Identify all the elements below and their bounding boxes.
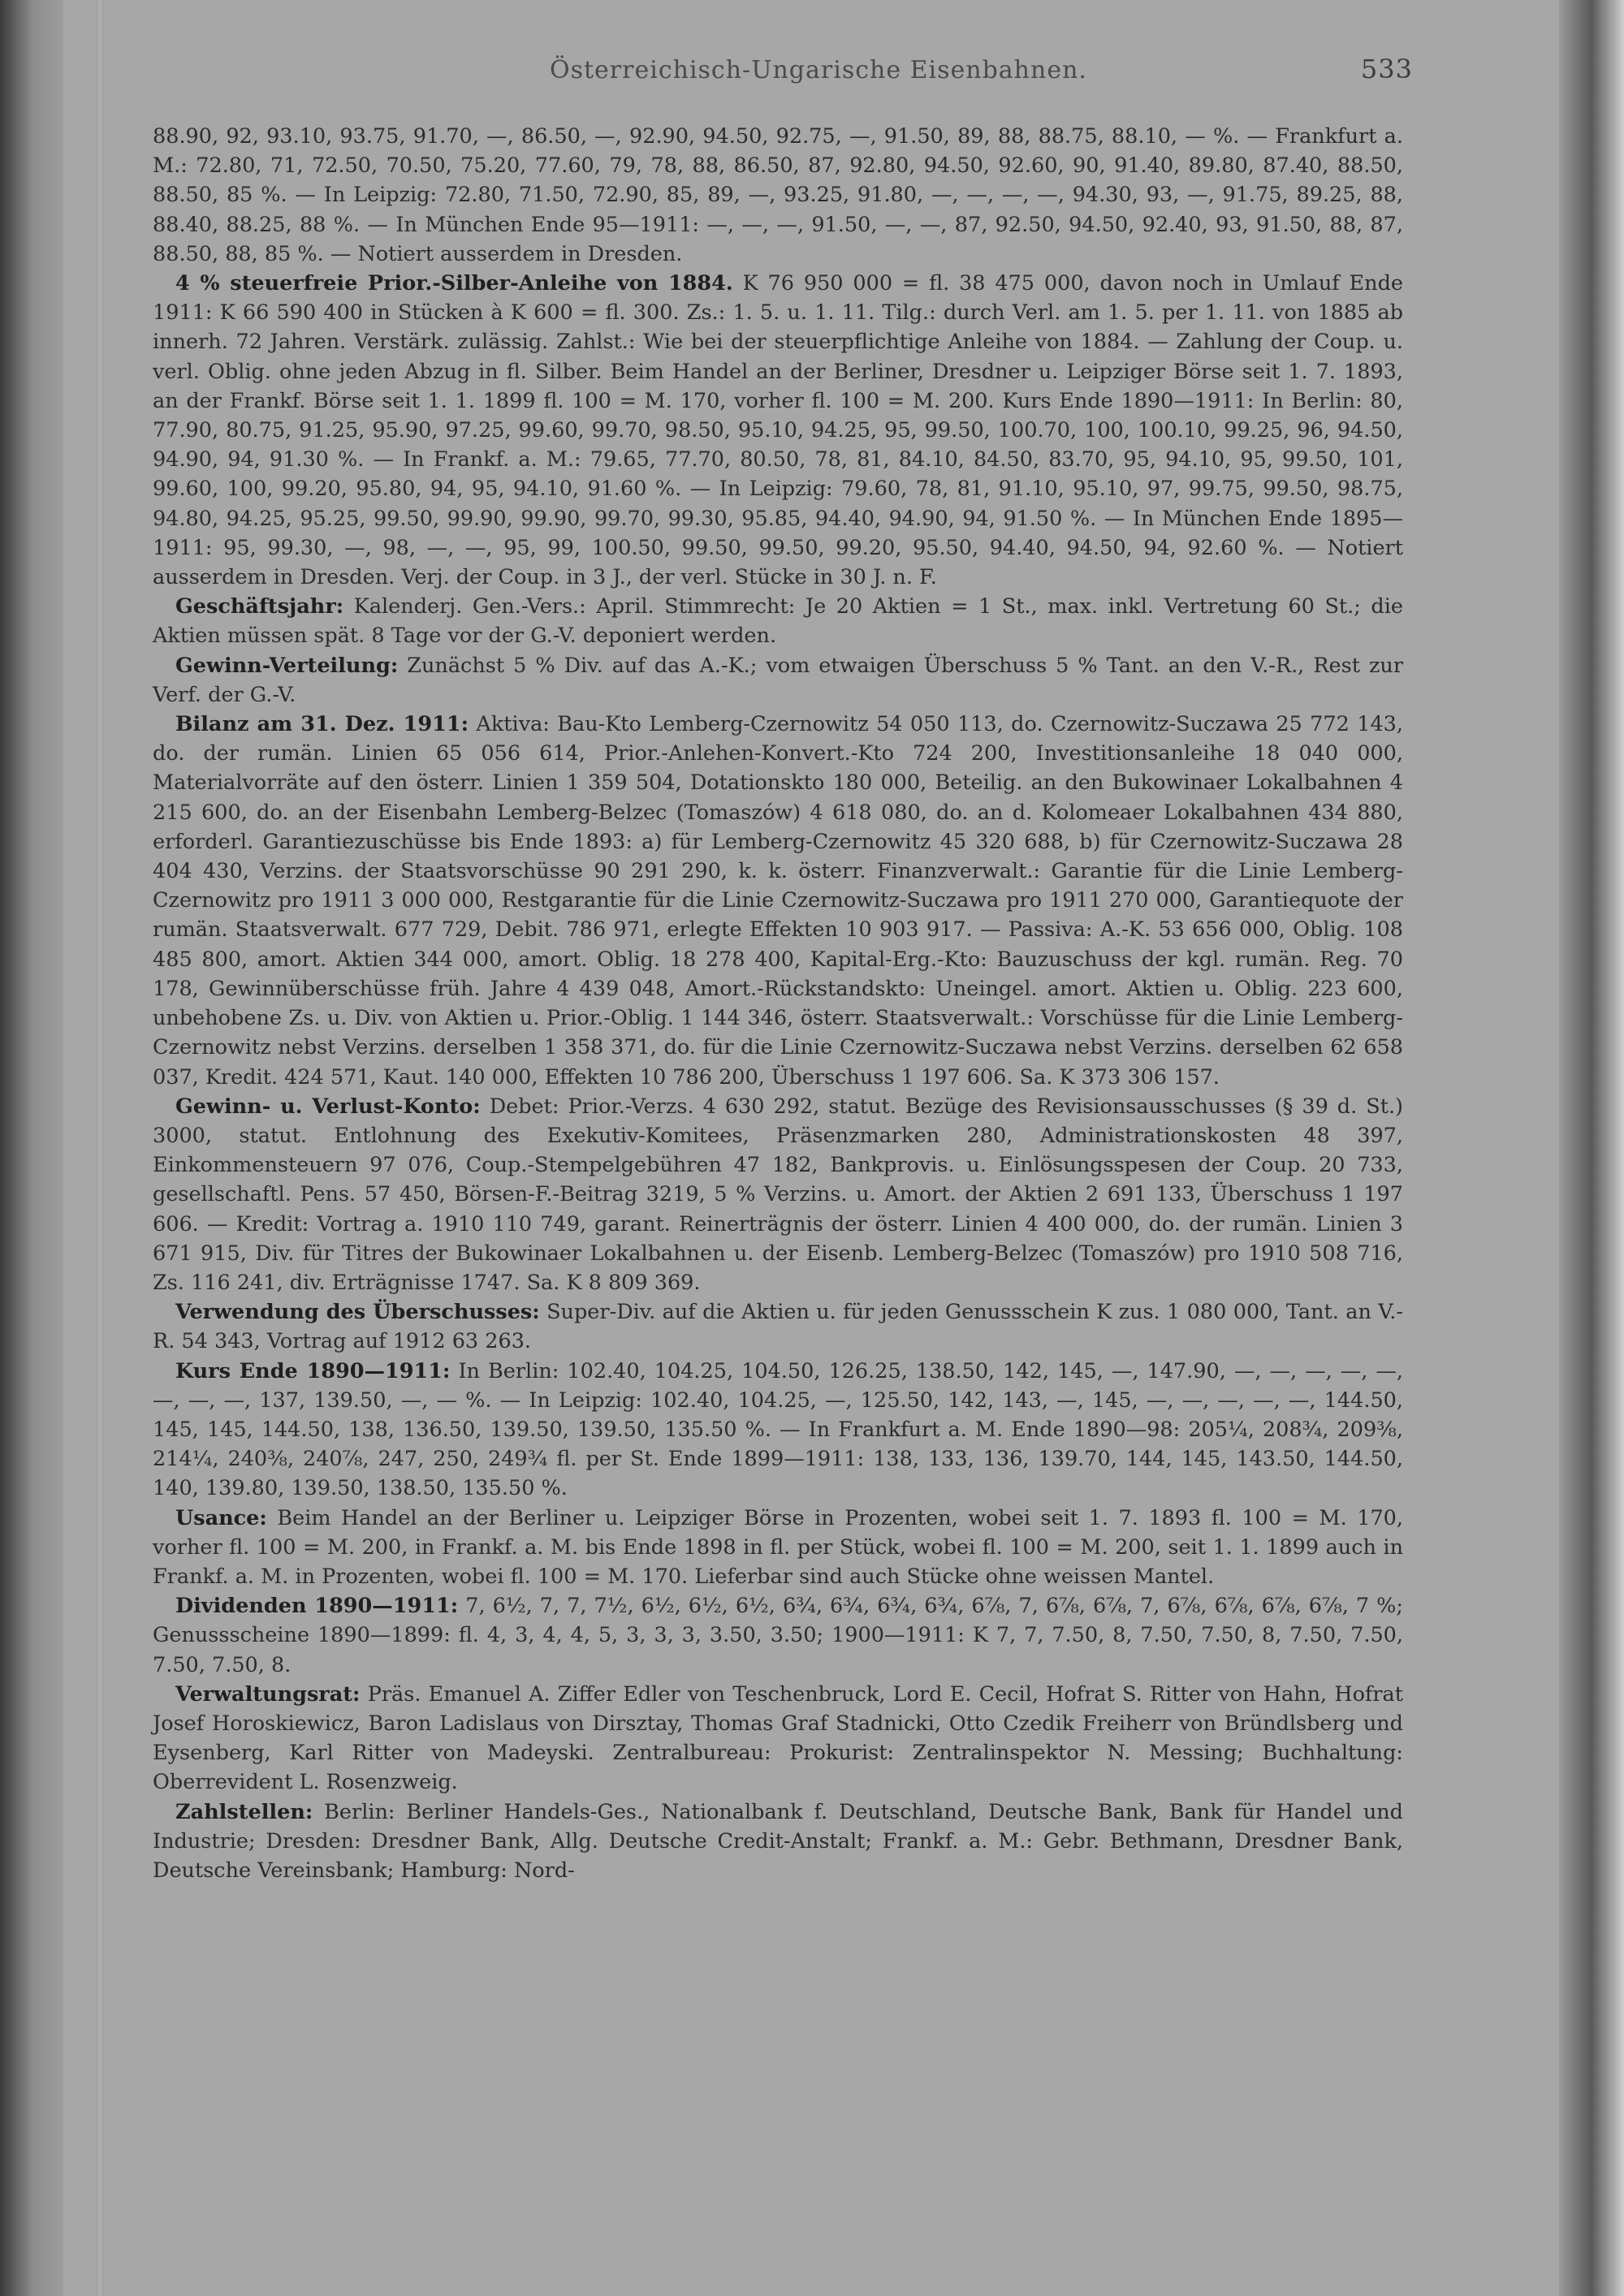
paragraph-heading: Gewinn- u. Verlust-Konto: <box>175 1094 481 1119</box>
paragraph-text: Zunächst 5 % Div. auf das A.-K.; vom etwaigen Überschuss 5 % Tant. an den V.-R., Rest zur Verf. der G.-V. <box>153 653 1404 707</box>
paragraph <box>153 1504 1403 1592</box>
paragraph-text: Aktiva: Bau-Kto Lemberg-Czernowitz 54 050 113, do. Czernowitz-Suczawa 25 772 143, do. der rumän. Linien 65 056 614, Prior.-Anlehen-Konvert.-Kto 724 200, Investitionsanleihe 18 040 000, Materialvorräte auf den österr. Linien 1 359 504, Dotationskto 180 000, Beteilig. an den Bukowinaer Lokalbahnen 4 215 600, do. an der Eisenbahn Lemberg-Belzec (Tomaszów) 4 618 080, do. an d. Kolomeaer Lokalbahnen 434 880, erforderl. Garantiezuschüsse bis Ende 1893: a) für Lemberg-Czernowitz 45 320 688, b) für Czernowitz-Suczawa 28 404 430, Verzins. der Staatsvorschüsse 90 291 290, k. k. österr. Finanzverwalt.: Garantie für die Linie Lemberg-Czernowitz pro 1911 3 000 000, Restgarantie für die Linie Czernowitz-Suczawa pro 1911 270 000, Garantiequote der rumän. Staatsverwalt. 677 729, Debit. 786 971, erlegte Effekten 10 903 917. — Passiva: A.-K. 53 656 000, Oblig. 108 485 800, amort. Aktien 344 000, amort. Oblig. 18 278 400, Kapital-Erg.-Kto: Bauzuschuss der kgl. rumän. Reg. 70 178, Gewinnüberschüsse früh. Jahre 4 439 048, Amort.-Rückstandskto: Uneingel. amort. Aktien u. Oblig. 223 600, unbehobene Zs. u. Div. von Aktien u. Prior.-Oblig. 1 144 346, österr. Staatsverwalt.: Vorschüsse für die Linie Lemberg-Czernowitz nebst Verzins. derselben 1 358 371, do. für die Linie Czernowitz-Suczawa nebst Verzins. derselben 62 658 037, Kredit. 424 571, Kaut. 140 000, Effekten 10 786 200, Überschuss 1 197 606. Sa. K 373 306 157. <box>153 712 1403 1090</box>
left-binding-edge <box>0 0 63 2296</box>
paragraph-text: Debet: Prior.-Verzs. 4 630 292, statut. Bezüge des Revisionsausschusses (§ 39 d. St.) 3000, statut. Entlohnung des Exekutiv-Komitees, Präsenzmarken 280, Administrationskosten 48 397, Einkommensteuern 97 076, Coup.-Stempelgebühren 47 182, Bankprovis. u. Einlösungsspesen der Coup. 20 733, gesellschaftl. Pens. 57 450, Börsen-F.-Beitrag 3219, 5 % Verzins. u. Amort. der Aktien 2 691 133, Überschuss 1 197 606. — Kredit: Vortrag a. 1910 110 749, garant. Reinerträgnis der österr. Linien 4 400 000, do. der rumän. Linien 3 671 915, Div. für Titres der Bukowinaer Lokalbahnen u. der Eisenb. Lemberg-Belzec (Tomaszów) pro 1910 508 716, Zs. 116 241, div. Erträgnisse 1747. Sa. K 8 809 369. <box>153 1094 1404 1295</box>
paragraph <box>153 1092 1403 1297</box>
paragraph-heading: Dividenden 1890—1911: <box>175 1594 459 1619</box>
paragraph-text: Super-Div. auf die Aktien u. für jeden Genussschein K zus. 1 080 000, Tant. an V.-R. 54 343, Vortrag auf 1912 63 263. <box>153 1300 1403 1354</box>
gutter-shadow <box>96 0 104 2296</box>
paragraph-text: 7, 6½, 7, 7, 7½, 6½, 6½, 6½, 6¾, 6¾, 6¾, 6¾, 6⅞, 7, 6⅞, 6⅞, 7, 6⅞, 6⅞, 6⅞, 6⅞, 7 %; Genussscheine 1890—1899: fl. 4, 3, 4, 4, 5, 3, 3, 3, 3.50, 3.50; 1900—1911: K 7, 7, 7.50, 8, 7.50, 7.50, 8, 7.50, 7.50, 7.50, 7.50, 8. <box>153 1594 1403 1677</box>
paragraph-heading: Bilanz am 31. Dez. 1911: <box>175 712 469 737</box>
paragraph-text: K 76 950 000 = fl. 38 475 000, davon noch in Umlauf Ende 1911: K 66 590 400 in Stücken à K 600 = fl. 300. Zs.: 1. 5. u. 1. 11. Tilg.: durch Verl. am 1. 5. per 1. 11. von 1885 ab innerh. 72 Jahren. Verstärk. zulässig. Zahlst.: Wie bei der steuerpflichtige Anleihe von 1884. — Zahlung der Coup. u. verl. Oblig. ohne jeden Abzug in fl. Silber. Beim Handel an der Berliner, Dresdner u. Leipziger Börse seit 1. 7. 1893, an der Frankf. Börse seit 1. 1. 1899 fl. 100 = M. 170, vorher fl. 100 = M. 200. Kurs Ende 1890—1911: In Berlin: 80, 77.90, 80.75, 91.25, 95.90, 97.25, 99.60, 99.70, 98.50, 95.10, 94.25, 95, 99.50, 100.70, 100, 100.10, 99.25, 96, 94.50, 94.90, 94, 91.30 %. — In Frankf. a. M.: 79.65, 77.70, 80.50, 78, 81, 84.10, 84.50, 83.70, 95, 94.10, 95, 99.50, 101, 99.60, 100, 99.20, 95.80, 94, 95, 94.10, 91.60 %. — In Leipzig: 79.60, 78, 81, 91.10, 95.10, 97, 99.75, 99.50, 98.75, 94.80, 94.25, 95.25, 99.50, 99.90, 99.90, 99.70, 99.30, 95.85, 94.40, 94.90, 94, 91.50 %. — In München Ende 1895—1911: 95, 99.30, —, 98, —, —, 95, 99, 100.50, 99.50, 99.50, 99.20, 95.50, 94.40, 94.50, 94, 92.60 %. — Notiert ausserdem in Dresden. Verj. der Coup. in 3 J., der verl. Stücke in 30 J. n. F. <box>153 271 1404 590</box>
paragraph-text: Berlin: Berliner Handels-Ges., Nationalbank f. Deutschland, Deutsche Bank, Bank für Handel und Industrie; Dresden: Dresdner Bank, Allg. Deutsche Credit-Anstalt; Frankf. a. M.: Gebr. Bethmann, Dresdner Bank, Deutsche Vereinsbank; Hamburg: Nord- <box>153 1799 1403 1883</box>
paragraph-heading: Zahlstellen: <box>175 1799 313 1824</box>
paragraph <box>153 1798 1403 1886</box>
paragraph-heading: Kurs Ende 1890—1911: <box>175 1358 451 1383</box>
page-number: 533 <box>1360 54 1413 84</box>
paragraph-text: 88.90, 92, 93.10, 93.75, 91.70, —, 86.50, —, 92.90, 94.50, 92.75, —, 91.50, 89, 88, 88.75, 88.10, — %. — Frankfurt a. M.: 72.80, 71, 72.50, 70.50, 75.20, 77.60, 79, 78, 88, 86.50, 87, 92.80, 94.50, 92.60, 90, 91.40, 89.80, 87.40, 88.50, 88.50, 85 %. — In Leipzig: 72.80, 71.50, 72.90, 85, 89, —, 93.25, 91.80, —, —, —, —, 94.30, 93, —, 91.75, 89.25, 88, 88.40, 88.25, 88 %. — In München Ende 95—1911: —, —, —, 91.50, —, —, 87, 92.50, 94.50, 92.40, 93, 91.50, 88, 87, 88.50, 88, 85 %. — Notiert ausserdem in Dresden. <box>153 124 1403 266</box>
paragraph-heading: 4 % steuerfreie Prior.-Silber-Anleihe von 1884. <box>175 271 733 296</box>
paragraph-heading: Gewinn-Verteilung: <box>175 653 399 678</box>
paragraph <box>153 1680 1403 1798</box>
paragraph-text: Präs. Emanuel A. Ziffer Edler von Teschenbruck, Lord E. Cecil, Hofrat S. Ritter von Hahn, Hofrat Josef Horoskiewicz, Baron Ladislaus von Dirsztay, Thomas Graf Stadnicki, Otto Czedik Freiherr von Bründlsberg und Eysenberg, Karl Ritter von Madeyski. Zentralbureau: Prokurist: Zentralinspektor N. Messing; Buchhaltung: Oberrevident L. Rosenzweig. <box>153 1681 1403 1795</box>
paragraph <box>153 710 1403 1092</box>
paragraph <box>153 1357 1403 1504</box>
paragraph-heading: Verwaltungsrat: <box>175 1681 361 1707</box>
paragraph <box>153 651 1403 710</box>
paragraph-text: In Berlin: 102.40, 104.25, 104.50, 126.25, 138.50, 142, 145, —, 147.90, —, —, —, —, —, —, —, —, 137, 139.50, —, — %. — In Leipzig: 102.40, 104.25, —, 125.50, 142, 143, —, 145, —, —, —, —, —, 144.50, 145, 145, 144.50, 138, 136.50, 139.50, 139.50, 135.50 %. — In Frankfurt a. M. Ende 1890—98: 205¼, 208¾, 209⅜, 214¼, 240⅜, 240⅞, 247, 250, 249¾ fl. per St. Ende 1899—1911: 138, 133, 136, 139.70, 144, 145, 143.50, 144.50, 140, 139.80, 139.50, 138.50, 135.50 %. <box>153 1358 1404 1501</box>
body-text <box>153 122 1403 2233</box>
paragraph <box>153 592 1403 650</box>
paragraph <box>153 1591 1403 1680</box>
right-page-edge <box>1559 0 1624 2296</box>
paragraph-heading: Geschäftsjahr: <box>175 594 344 619</box>
paragraph <box>153 1297 1403 1356</box>
running-head: Österreichisch-Ungarische Eisenbahnen. <box>549 56 1087 84</box>
paragraph-heading: Verwendung des Überschusses: <box>175 1300 540 1325</box>
paragraph <box>153 269 1403 592</box>
page-header <box>114 54 1413 84</box>
paragraph-text: Beim Handel an der Berliner u. Leipziger Börse in Prozenten, wobei seit 1. 7. 1893 fl. 100 = M. 170, vorher fl. 100 = M. 200, in Frankf. a. M. bis Ende 1898 in fl. per Stück, wobei fl. 100 = M. 200, seit 1. 1. 1899 auch in Frankf. a. M. in Prozenten, wobei fl. 100 = M. 170. Lieferbar sind auch Stücke ohne weissen Mantel. <box>153 1505 1403 1589</box>
paragraph-text: Kalenderj. Gen.-Vers.: April. Stimmrecht: Je 20 Aktien = 1 St., max. inkl. Vertretung 60 St.; die Aktien müssen spät. 8 Tage vor der G.-V. deponiert werden. <box>153 594 1404 649</box>
paragraph <box>153 122 1403 269</box>
paragraph-heading: Usance: <box>175 1505 267 1530</box>
